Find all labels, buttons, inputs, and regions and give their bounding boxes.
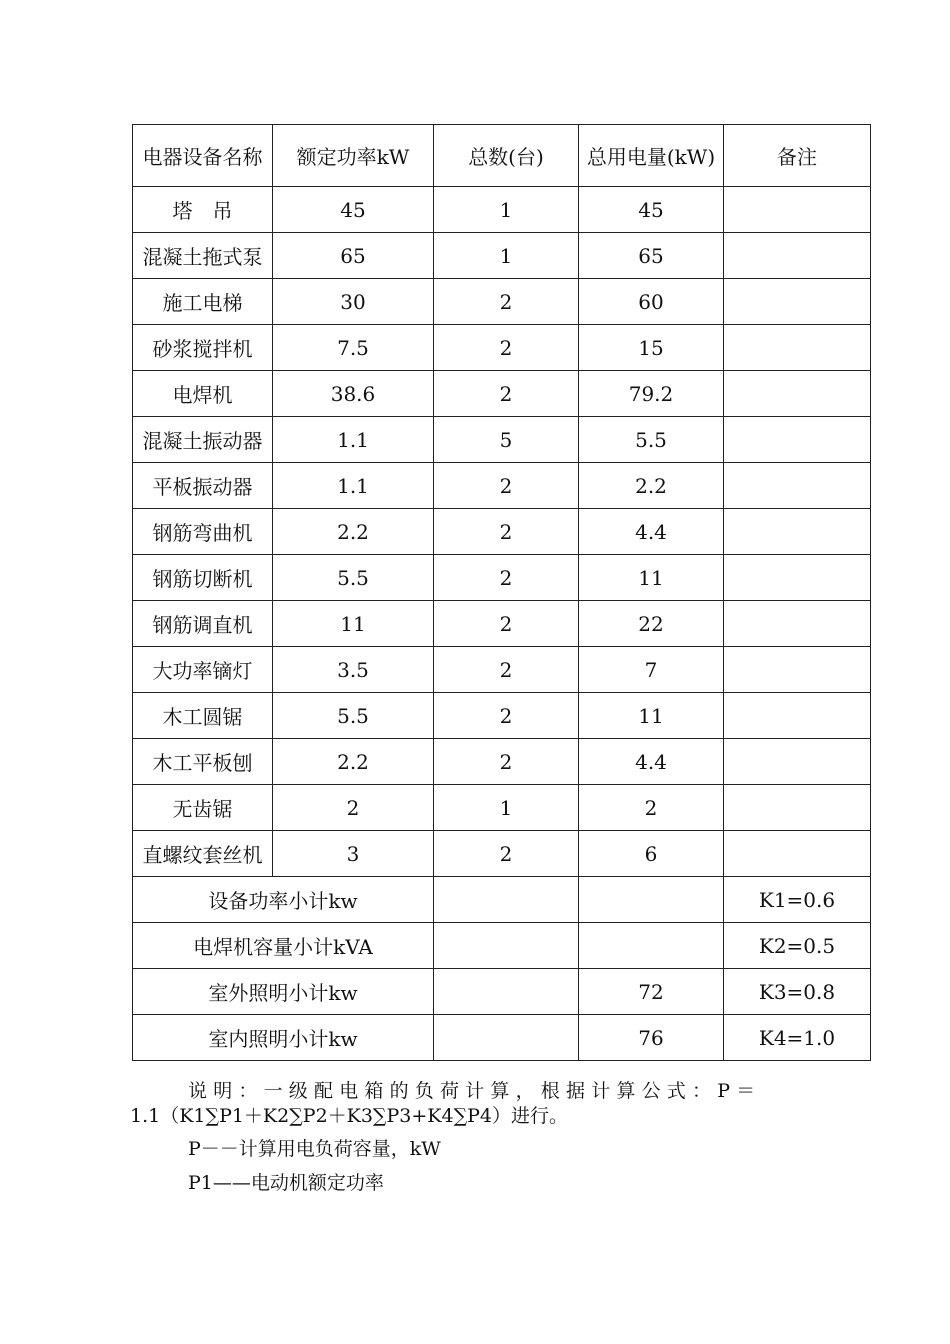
cell-rated-power: 11 [273, 601, 434, 647]
cell-remarks [724, 831, 871, 877]
table-row [133, 233, 871, 279]
cell-total-power: 60 [579, 279, 724, 325]
cell-total-power: 2.2 [579, 463, 724, 509]
cell-rated-power: 2 [273, 785, 434, 831]
cell-rated-power: 45 [273, 187, 434, 233]
cell-remarks [724, 325, 871, 371]
cell-count: 1 [434, 785, 579, 831]
header-rated-power: 额定功率kW [273, 125, 434, 187]
cell-count: 2 [434, 601, 579, 647]
cell-rated-power: 2.2 [273, 509, 434, 555]
cell-equipment-name: 无齿锯 [133, 785, 273, 831]
header-remarks: 备注 [724, 125, 871, 187]
cell-count: 2 [434, 739, 579, 785]
cell-total-power: 11 [579, 693, 724, 739]
cell-rated-power: 2.2 [273, 739, 434, 785]
cell-total-power: 22 [579, 601, 724, 647]
cell-remarks [724, 785, 871, 831]
cell-remarks [724, 417, 871, 463]
summary-label: 室外照明小计kw [133, 969, 434, 1015]
summary-count [434, 923, 579, 969]
table-row [133, 509, 871, 555]
cell-count: 2 [434, 831, 579, 877]
cell-remarks [724, 693, 871, 739]
summary-coefficient: K3=0.8 [724, 969, 871, 1015]
table-row [133, 785, 871, 831]
cell-total-power: 6 [579, 831, 724, 877]
cell-rated-power: 5.5 [273, 555, 434, 601]
cell-equipment-name: 塔 吊 [133, 187, 273, 233]
cell-equipment-name: 钢筋切断机 [133, 555, 273, 601]
cell-remarks [724, 601, 871, 647]
cell-rated-power: 30 [273, 279, 434, 325]
summary-label: 室内照明小计kw [133, 1015, 434, 1061]
header-equipment-name: 电器设备名称 [133, 125, 273, 187]
cell-remarks [724, 647, 871, 693]
cell-count: 2 [434, 509, 579, 555]
cell-equipment-name: 钢筋调直机 [133, 601, 273, 647]
cell-count: 5 [434, 417, 579, 463]
cell-total-power: 4.4 [579, 509, 724, 555]
cell-total-power: 15 [579, 325, 724, 371]
cell-rated-power: 65 [273, 233, 434, 279]
table-row [133, 417, 871, 463]
cell-equipment-name: 木工平板刨 [133, 739, 273, 785]
cell-equipment-name: 钢筋弯曲机 [133, 509, 273, 555]
cell-remarks [724, 371, 871, 417]
summary-coefficient: K1=0.6 [724, 877, 871, 923]
header-count: 总数(台) [434, 125, 579, 187]
summary-coefficient: K2=0.5 [724, 923, 871, 969]
cell-equipment-name: 大功率镝灯 [133, 647, 273, 693]
cell-rated-power: 7.5 [273, 325, 434, 371]
cell-total-power: 7 [579, 647, 724, 693]
table-row [133, 325, 871, 371]
cell-count: 2 [434, 693, 579, 739]
cell-rated-power: 1.1 [273, 417, 434, 463]
summary-row [133, 877, 871, 923]
cell-remarks [724, 279, 871, 325]
note-line-2: 1.1（K1∑P1＋K2∑P2＋K3∑P3+K4∑P4）进行。 [130, 1105, 569, 1127]
cell-total-power: 5.5 [579, 417, 724, 463]
cell-count: 2 [434, 371, 579, 417]
cell-total-power: 2 [579, 785, 724, 831]
note-line-4: P1——电动机额定功率 [188, 1172, 384, 1194]
cell-rated-power: 38.6 [273, 371, 434, 417]
table-row [133, 371, 871, 417]
cell-equipment-name: 砂浆搅拌机 [133, 325, 273, 371]
cell-total-power: 4.4 [579, 739, 724, 785]
table-row [133, 693, 871, 739]
table-row [133, 739, 871, 785]
table-row [133, 555, 871, 601]
summary-total [579, 877, 724, 923]
cell-remarks [724, 555, 871, 601]
summary-count [434, 877, 579, 923]
cell-equipment-name: 电焊机 [133, 371, 273, 417]
header-total-power: 总用电量(kW) [579, 125, 724, 187]
cell-remarks [724, 509, 871, 555]
cell-equipment-name: 施工电梯 [133, 279, 273, 325]
load-calculation-table [132, 124, 871, 1061]
cell-count: 1 [434, 233, 579, 279]
note-line-3: P－－计算用电负荷容量，kW [188, 1138, 441, 1160]
cell-remarks [724, 739, 871, 785]
cell-equipment-name: 混凝土振动器 [133, 417, 273, 463]
summary-total [579, 923, 724, 969]
cell-equipment-name: 直螺纹套丝机 [133, 831, 273, 877]
summary-coefficient: K4=1.0 [724, 1015, 871, 1061]
cell-equipment-name: 木工圆锯 [133, 693, 273, 739]
summary-label: 设备功率小计kw [133, 877, 434, 923]
cell-count: 2 [434, 647, 579, 693]
cell-total-power: 79.2 [579, 371, 724, 417]
cell-rated-power: 3.5 [273, 647, 434, 693]
table-row [133, 601, 871, 647]
table-header-row [133, 125, 871, 187]
cell-total-power: 65 [579, 233, 724, 279]
cell-count: 2 [434, 279, 579, 325]
summary-row [133, 1015, 871, 1061]
cell-equipment-name: 混凝土拖式泵 [133, 233, 273, 279]
cell-remarks [724, 233, 871, 279]
cell-count: 2 [434, 325, 579, 371]
cell-count: 1 [434, 187, 579, 233]
summary-total: 72 [579, 969, 724, 1015]
table-row [133, 279, 871, 325]
summary-count [434, 969, 579, 1015]
cell-count: 2 [434, 463, 579, 509]
summary-count [434, 1015, 579, 1061]
cell-remarks [724, 463, 871, 509]
cell-remarks [724, 187, 871, 233]
cell-total-power: 11 [579, 555, 724, 601]
cell-total-power: 45 [579, 187, 724, 233]
cell-equipment-name: 平板振动器 [133, 463, 273, 509]
cell-count: 2 [434, 555, 579, 601]
table-row [133, 463, 871, 509]
table-row [133, 647, 871, 693]
table-row [133, 187, 871, 233]
summary-label: 电焊机容量小计kVA [133, 923, 434, 969]
cell-rated-power: 5.5 [273, 693, 434, 739]
summary-row [133, 923, 871, 969]
summary-total: 76 [579, 1015, 724, 1061]
note-line-1: 说明：一级配电箱的负荷计算，根据计算公式：P＝ [188, 1080, 762, 1102]
cell-rated-power: 3 [273, 831, 434, 877]
cell-rated-power: 1.1 [273, 463, 434, 509]
summary-row [133, 969, 871, 1015]
table-row [133, 831, 871, 877]
